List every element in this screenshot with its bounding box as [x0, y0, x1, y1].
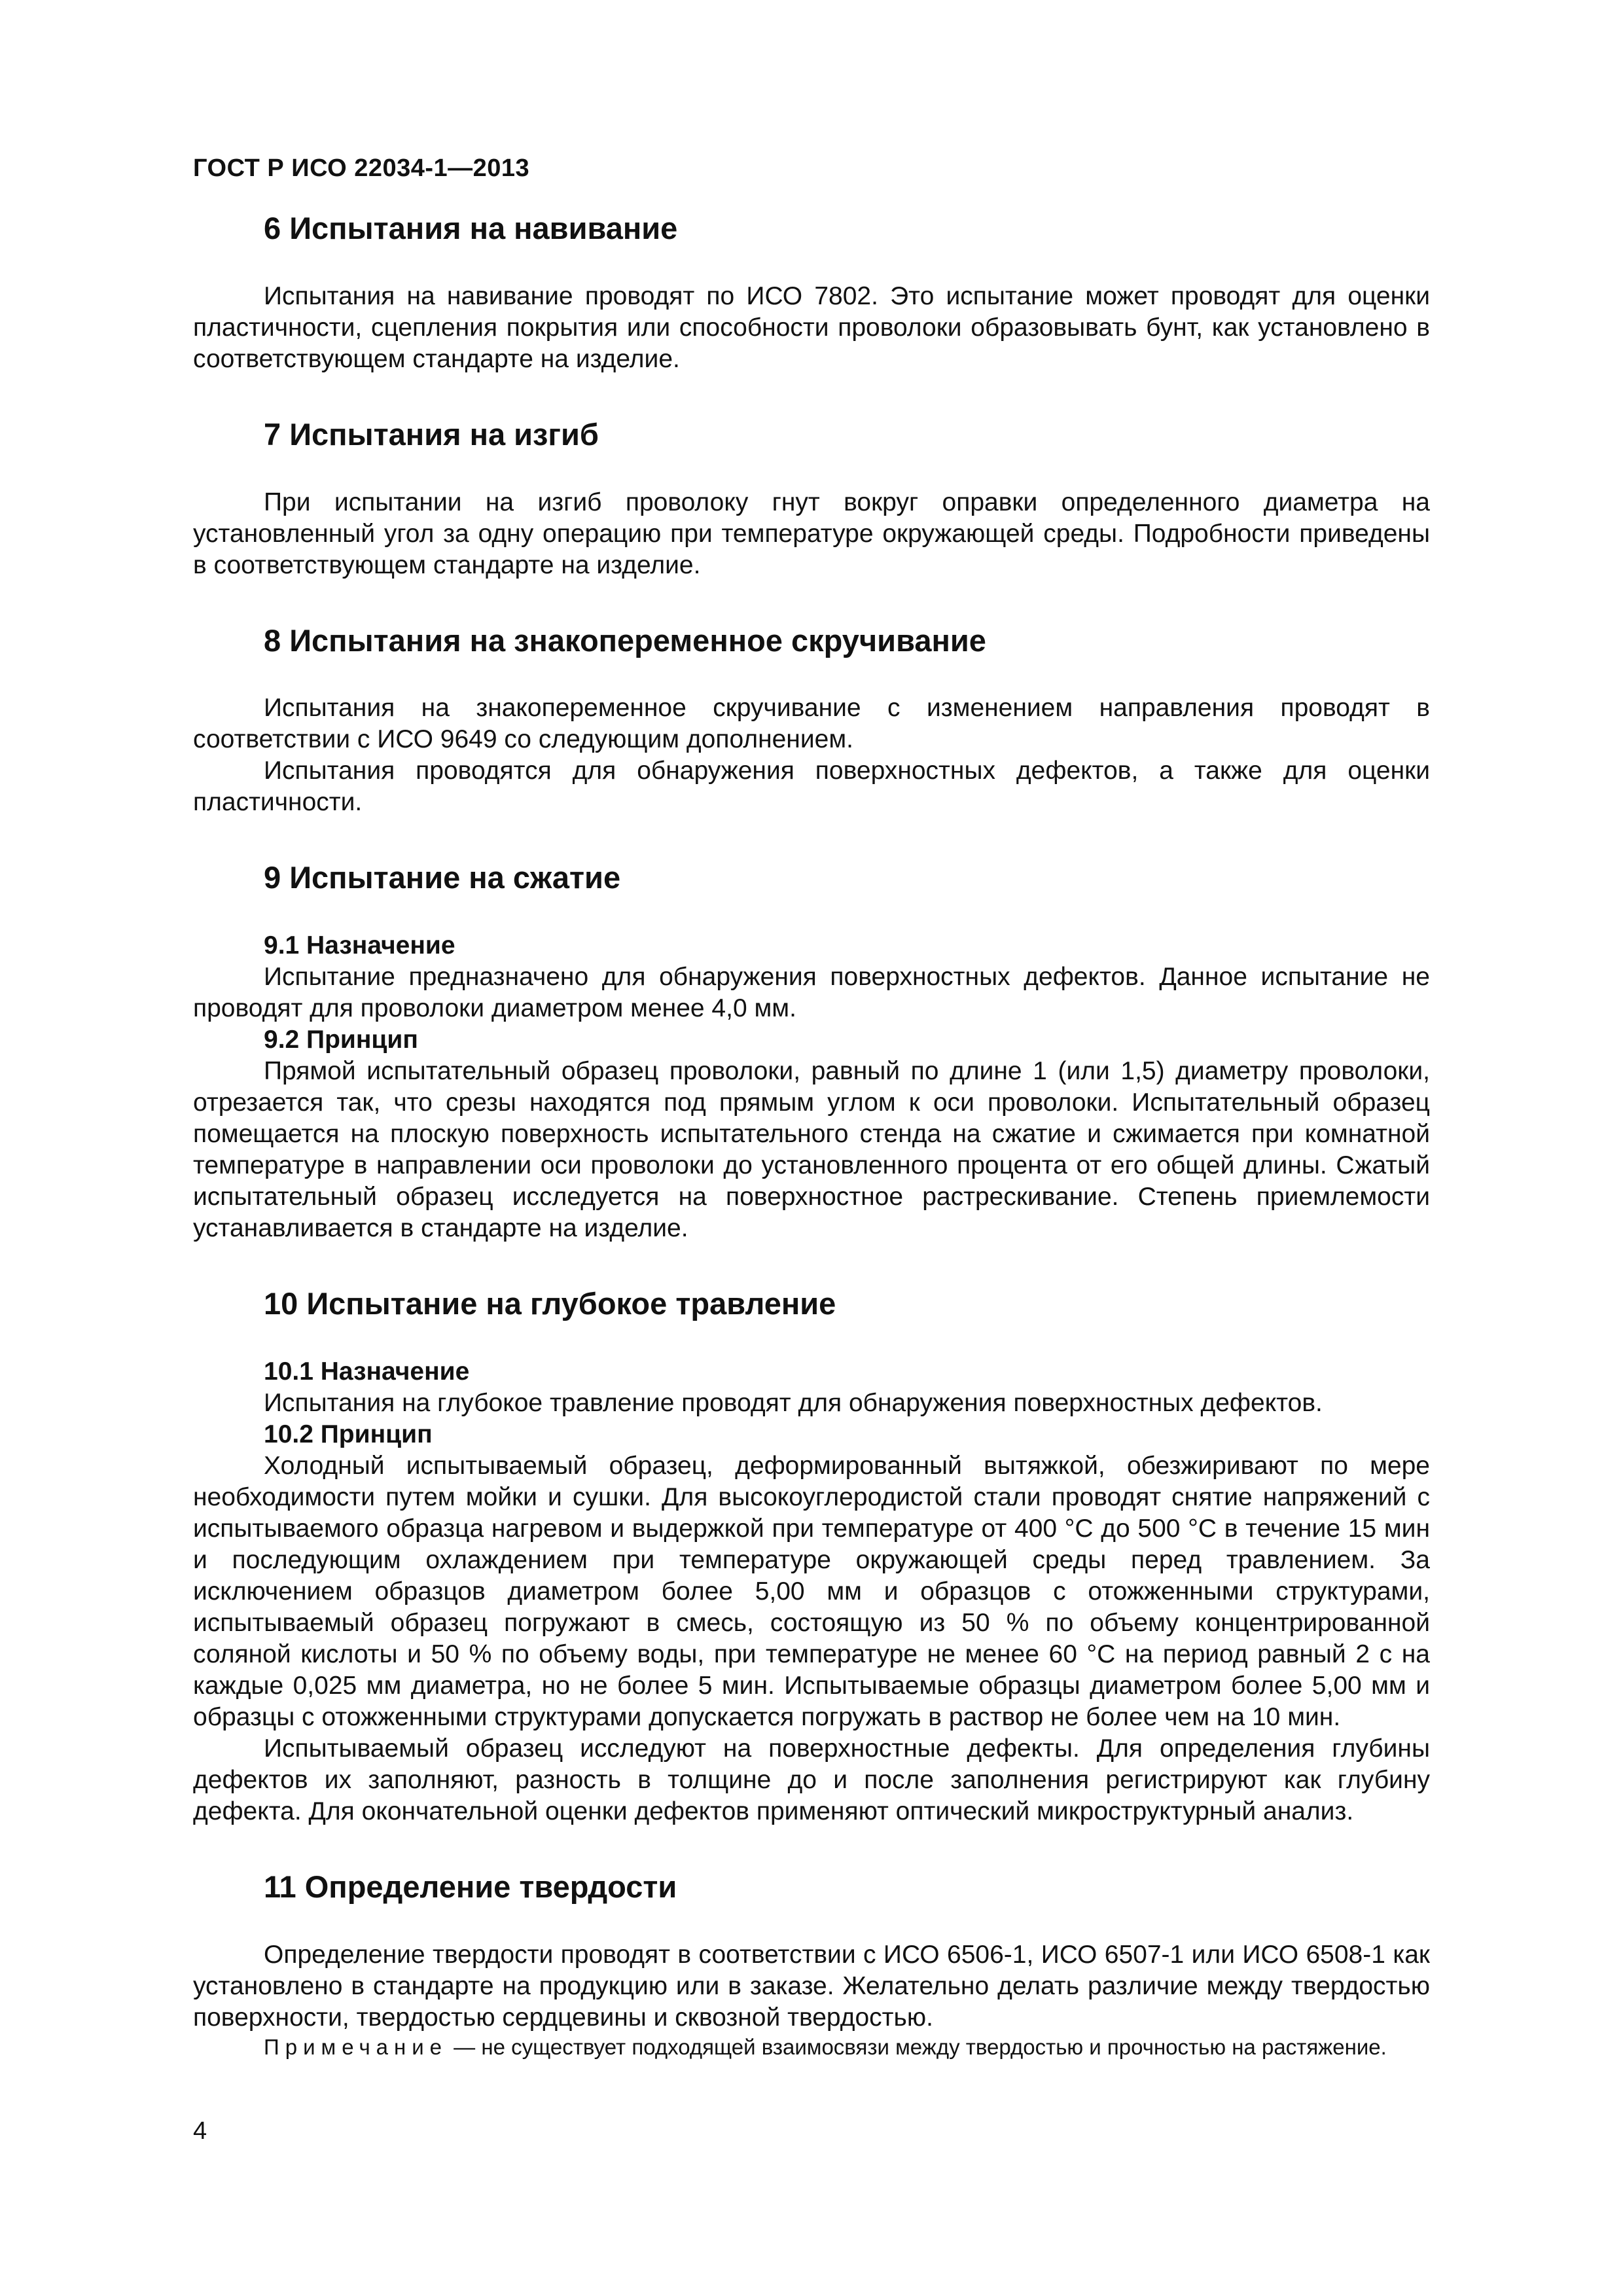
section-8 [193, 622, 1430, 819]
section-8-paragraph-2: Испытания проводятся для обнаружения поверхностных дефектов, а также для оценки пластичности. [193, 757, 1430, 817]
note-text: — не существует подходящей взаимосвязи между твердостью и прочностью на растяжение. [448, 2034, 1387, 2059]
section-11-note [193, 2034, 1430, 2061]
section-9-1-heading: 9.1 Назначение [264, 931, 455, 960]
section-11-title: 11 Определение твердости [264, 1869, 677, 1904]
section-6-paragraph-1: Испытания на навивание проводят по ИСО 7802. Это испытание может проводят для оценки пластичности, сцепления покрытия или способности проволоки образовывать бунт, как установлено в соответствующем стандарте на изделие. [193, 281, 1430, 373]
document-body [193, 209, 1430, 2061]
section-9-2-paragraph: Прямой испытательный образец проволоки, равный по длине 1 (или 1,5) диаметру проволоки, отрезается так, что срезы находятся под прямым углом к оси проволоки. Испытательный образец помещается на плоскую поверхность испытательного стенда на сжатие и сжимается при комнатной температуре в направлении оси проволоки до установленного процента от его общей длины. Сжатый испытательный образец исследуется на поверхностное растрескивание. Степень приемлемости устанавливается в стандарте на изделие. [193, 1057, 1430, 1242]
section-10-title: 10 Испытание на глубокое травление [264, 1286, 836, 1321]
section-10-2-paragraph-2: Испытываемый образец исследуют на поверхностные дефекты. Для определения глубины дефектов их заполняют, разность в толщине до и после заполнения регистрируют как глубину дефекта. Для окончательной оценки дефектов применяют оптический микроструктурный анализ. [193, 1734, 1430, 1825]
section-11 [193, 1868, 1430, 2061]
section-10-1-paragraph: Испытания на глубокое травление проводят для обнаружения поверхностных дефектов. [264, 1388, 1323, 1417]
section-10-2-heading: 10.2 Принцип [264, 1420, 433, 1448]
section-10-2-paragraph-1: Холодный испытываемый образец, деформированный вытяжкой, обезжиривают по мере необходимости путем мойки и сушки. Для высокоуглеродистой стали проводят снятие напряжений с испытываемого образца нагревом и выдержкой при температуре от 400 °С до 500 °С в течение 15 мин и последующим охлаждением при температуре окружающей среды перед травлением. За исключением образцов диаметром более 5,00 мм и образцов с отожженными структурами, испытываемый образец погружают в смесь, состоящую из 50 % по объему концентрированной соляной кислоты и 50 % по объему воды, при температуре не менее 60 °С на период равный 2 с на каждые 0,025 мм диаметра, но не более 5 мин. Испытываемые образцы диаметром более 5,00 мм и образцы с отожженными структурами допускается погружать в раствор не более чем на 10 мин. [193, 1451, 1430, 1731]
page-number: 4 [193, 2117, 207, 2145]
section-9-title: 9 Испытание на сжатие [264, 860, 621, 895]
section-11-paragraph-1: Определение твердости проводят в соответствии с ИСО 6506-1, ИСО 6507-1 или ИСО 6508-1 как установлено в стандарте на продукцию или в заказе. Желательно делать различие между твердостью поверхности, твердостью сердцевины и сквозной твердостью. [193, 1940, 1430, 2032]
section-9-2-heading: 9.2 Принцип [264, 1026, 418, 1054]
note-label: Примечание [264, 2034, 448, 2059]
section-6-title: 6 Испытания на навивание [264, 211, 678, 245]
section-6 [193, 209, 1430, 375]
section-7 [193, 416, 1430, 581]
section-7-paragraph-1: При испытании на изгиб проволоку гнут вокруг оправки определенного диаметра на установленный угол за одну операцию при температуре окружающей среды. Подробности приведены в соответствующем стандарте на изделие. [193, 488, 1430, 579]
section-8-title: 8 Испытания на знакопеременное скручивание [264, 622, 986, 658]
section-8-paragraph-1: Испытания на знакопеременное скручивание с изменением направления проводят в соответствии с ИСО 9649 со следующим дополнением. [193, 694, 1430, 754]
section-10 [193, 1285, 1430, 1827]
section-7-title: 7 Испытания на изгиб [264, 416, 599, 452]
section-9 [193, 859, 1430, 1244]
standard-designation: ГОСТ Р ИСО 22034-1—2013 [193, 154, 530, 182]
section-10-1-heading: 10.1 Назначение [264, 1357, 470, 1386]
section-9-1-paragraph: Испытание предназначено для обнаружения поверхностных дефектов. Данное испытание не проводят для проволоки диаметром менее 4,0 мм. [193, 963, 1430, 1022]
